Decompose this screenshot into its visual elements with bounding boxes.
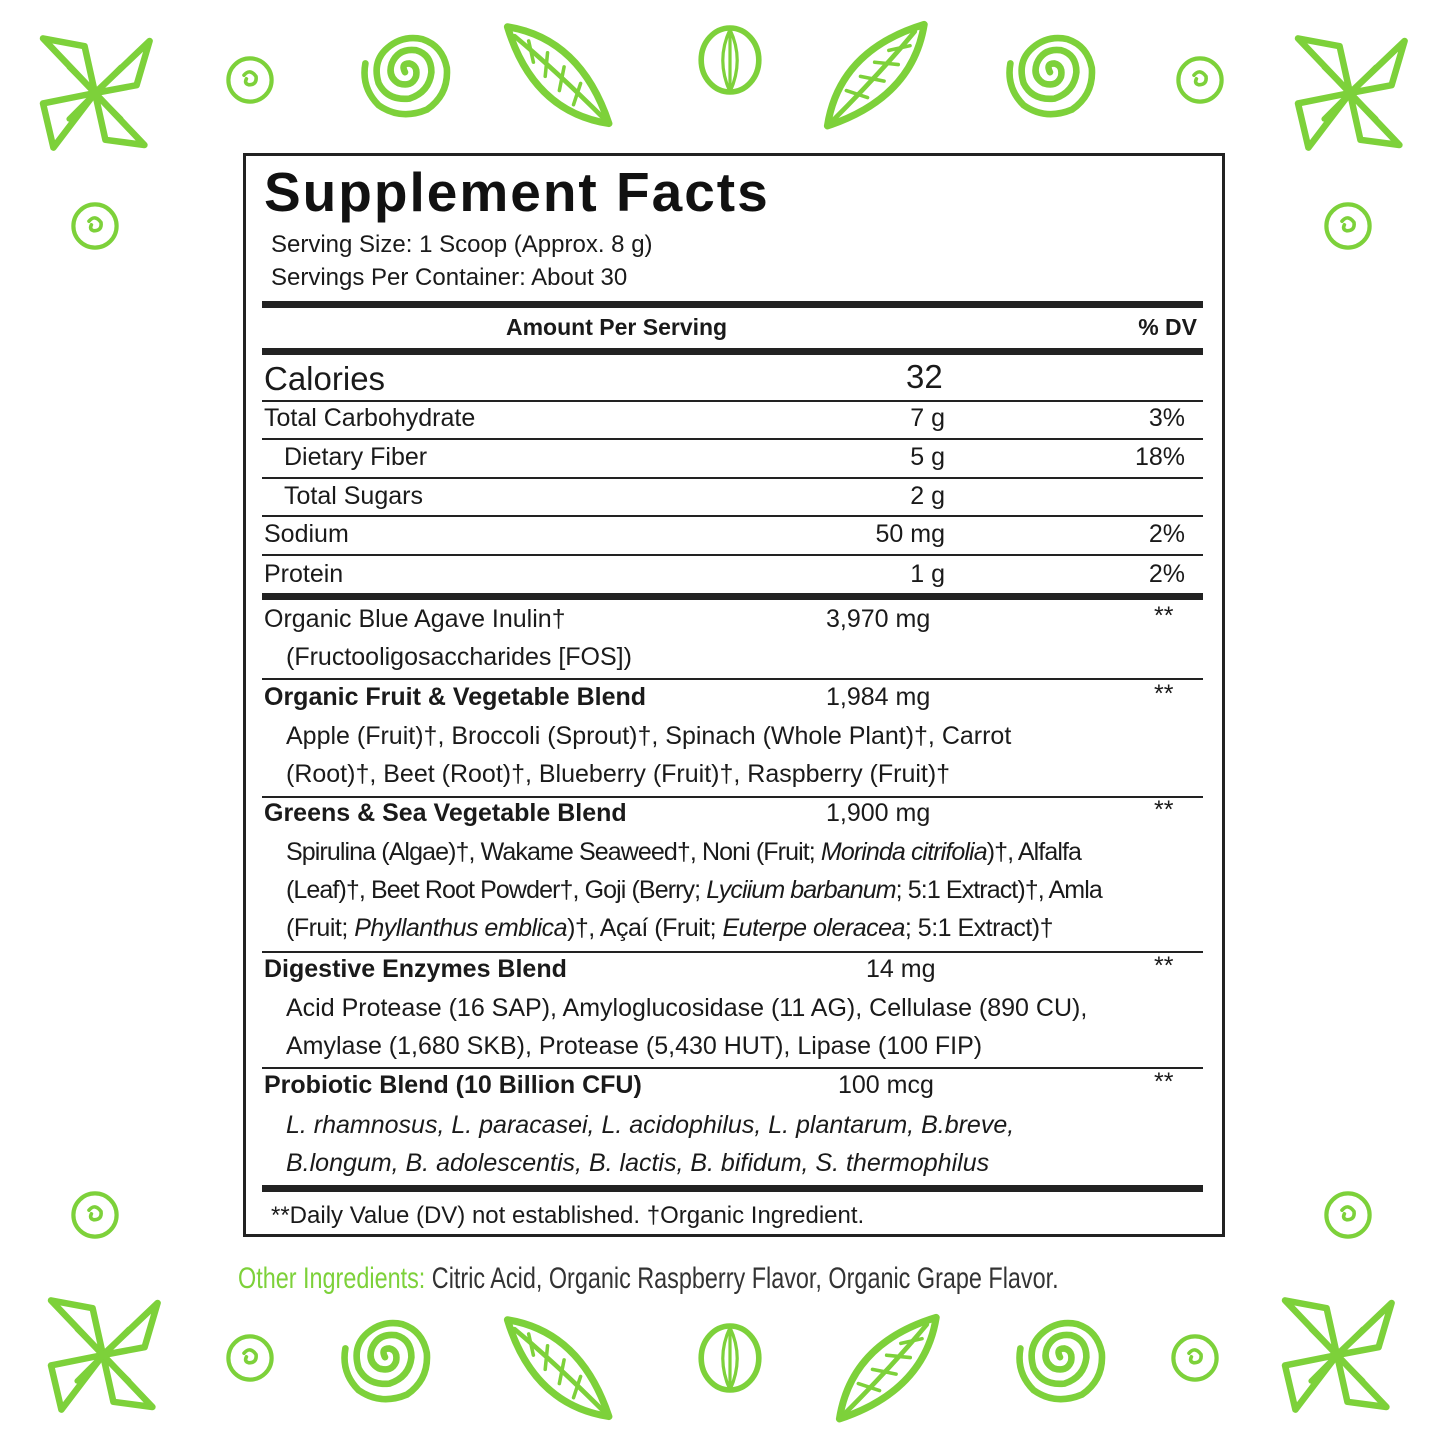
blend-dv: ** bbox=[1154, 952, 1174, 980]
divider bbox=[262, 477, 1203, 479]
leaf-icon bbox=[498, 15, 616, 133]
blend-dv: ** bbox=[1154, 602, 1174, 630]
blend-amount: 1,984 mg bbox=[826, 683, 931, 711]
leaf-cluster-icon bbox=[1272, 1290, 1402, 1420]
blend-detail: Acid Protease (16 SAP), Amyloglucosidase (11 AG), Cellulase (890 CU), bbox=[286, 994, 1088, 1022]
nutrient-amount: 50 mg bbox=[875, 520, 945, 548]
blend-name: Digestive Enzymes Blend bbox=[264, 955, 567, 983]
leaf-icon bbox=[498, 1308, 616, 1426]
blend-detail: (Fructooligosaccharides [FOS]) bbox=[286, 643, 632, 671]
other-ingredients bbox=[238, 1262, 1059, 1296]
serving-size: Serving Size: 1 Scoop (Approx. 8 g) bbox=[271, 231, 653, 258]
circle-dot-icon bbox=[220, 50, 280, 110]
dv-header: % DV bbox=[1138, 314, 1197, 340]
circle-dot-icon bbox=[65, 1185, 125, 1245]
divider bbox=[262, 515, 1203, 517]
blend-name: Greens & Sea Vegetable Blend bbox=[264, 799, 627, 827]
blend-amount: 100 mcg bbox=[838, 1071, 934, 1099]
blend-detail: Spirulina (Algae)†, Wakame Seaweed†, Noni (Fruit; Morinda citrifolia)†, Alfalfa bbox=[286, 838, 1082, 866]
divider bbox=[262, 796, 1203, 798]
blend-dv: ** bbox=[1154, 796, 1174, 824]
circle-dot-icon bbox=[1318, 196, 1378, 256]
blend-amount: 1,900 mg bbox=[826, 799, 931, 827]
blend-amount: 14 mg bbox=[866, 955, 936, 983]
amount-per-serving-header: Amount Per Serving bbox=[506, 314, 728, 340]
spiral-icon bbox=[995, 15, 1105, 125]
blend-amount: 3,970 mg bbox=[826, 605, 931, 633]
spiral-icon bbox=[1005, 1300, 1115, 1410]
blend-name: Probiotic Blend (10 Billion CFU) bbox=[264, 1071, 642, 1099]
nutrient-name: Sodium bbox=[264, 520, 349, 548]
other-ingredients-label: Other Ingredients: bbox=[238, 1262, 426, 1295]
circle-dot-icon bbox=[220, 1328, 280, 1388]
melon-icon bbox=[690, 20, 770, 100]
nutrient-amount: 5 g bbox=[910, 443, 945, 471]
blend-dv: ** bbox=[1154, 1068, 1174, 1096]
divider-thick bbox=[262, 593, 1203, 600]
blend-detail: (Root)†, Beet (Root)†, Blueberry (Fruit)†, Raspberry (Fruit)† bbox=[286, 760, 951, 788]
leaf-cluster-icon bbox=[30, 28, 160, 158]
nutrient-name: Protein bbox=[264, 560, 344, 588]
nutrient-dv: 18% bbox=[1134, 443, 1185, 471]
blend-detail: (Fruit; Phyllanthus emblica)†, Açaí (Fruit; Euterpe oleracea; 5:1 Extract)† bbox=[286, 914, 1054, 942]
other-ingredients-text: Citric Acid, Organic Raspberry Flavor, Organic Grape Flavor. bbox=[425, 1262, 1059, 1295]
leaf-cluster-icon bbox=[38, 1290, 168, 1420]
blend-detail: Amylase (1,680 SKB), Protease (5,430 HUT), Lipase (100 FIP) bbox=[286, 1032, 983, 1060]
nutrient-name: Dietary Fiber bbox=[284, 443, 428, 471]
divider bbox=[262, 554, 1203, 556]
blend-detail: Apple (Fruit)†, Broccoli (Sprout)†, Spinach (Whole Plant)†, Carrot bbox=[286, 722, 1012, 750]
circle-dot-icon bbox=[65, 196, 125, 256]
circle-dot-icon bbox=[1170, 50, 1230, 110]
circle-dot-icon bbox=[1165, 1328, 1225, 1388]
blend-detail: B.longum, B. adolescentis, B. lactis, B. bifidum, S. thermophilus bbox=[286, 1149, 990, 1177]
nutrient-name: Total Sugars bbox=[284, 482, 423, 510]
divider-thick bbox=[262, 301, 1203, 308]
divider bbox=[262, 678, 1203, 680]
nutrient-amount: 1 g bbox=[910, 560, 945, 588]
leaf-icon bbox=[830, 1308, 948, 1426]
calories-label: Calories bbox=[264, 360, 386, 397]
leaf-icon bbox=[818, 15, 936, 133]
panel-title: Supplement Facts bbox=[264, 161, 770, 223]
divider bbox=[262, 1067, 1203, 1069]
nutrient-dv: 2% bbox=[1148, 560, 1185, 588]
divider bbox=[262, 951, 1203, 953]
melon-icon bbox=[690, 1318, 770, 1398]
footnote: **Daily Value (DV) not established. †Organic Ingredient. bbox=[271, 1202, 865, 1229]
divider-thick bbox=[262, 348, 1203, 355]
divider bbox=[262, 438, 1203, 440]
blend-name: Organic Blue Agave Inulin† bbox=[264, 605, 566, 633]
nutrient-dv: 2% bbox=[1148, 520, 1185, 548]
nutrient-amount: 7 g bbox=[910, 404, 945, 432]
blend-name: Organic Fruit & Vegetable Blend bbox=[264, 683, 647, 711]
circle-dot-icon bbox=[1318, 1185, 1378, 1245]
spiral-icon bbox=[330, 1300, 440, 1410]
blend-dv: ** bbox=[1154, 680, 1174, 708]
spiral-icon bbox=[350, 15, 460, 125]
blend-detail: (Leaf)†, Beet Root Powder†, Goji (Berry; Lyciium barbanum; 5:1 Extract)†, Amla bbox=[286, 876, 1102, 904]
leaf-cluster-icon bbox=[1285, 28, 1415, 158]
divider bbox=[262, 400, 1203, 402]
nutrient-name: Total Carbohydrate bbox=[264, 404, 476, 432]
calories-value: 32 bbox=[906, 358, 943, 395]
divider-thick bbox=[262, 1185, 1203, 1192]
nutrient-dv: 3% bbox=[1148, 404, 1185, 432]
servings-per-container: Servings Per Container: About 30 bbox=[271, 264, 628, 291]
nutrient-amount: 2 g bbox=[910, 482, 945, 510]
blend-detail: L. rhamnosus, L. paracasei, L. acidophilus, L. plantarum, B.breve, bbox=[286, 1111, 1015, 1139]
supplement-facts-panel bbox=[243, 153, 1225, 1237]
